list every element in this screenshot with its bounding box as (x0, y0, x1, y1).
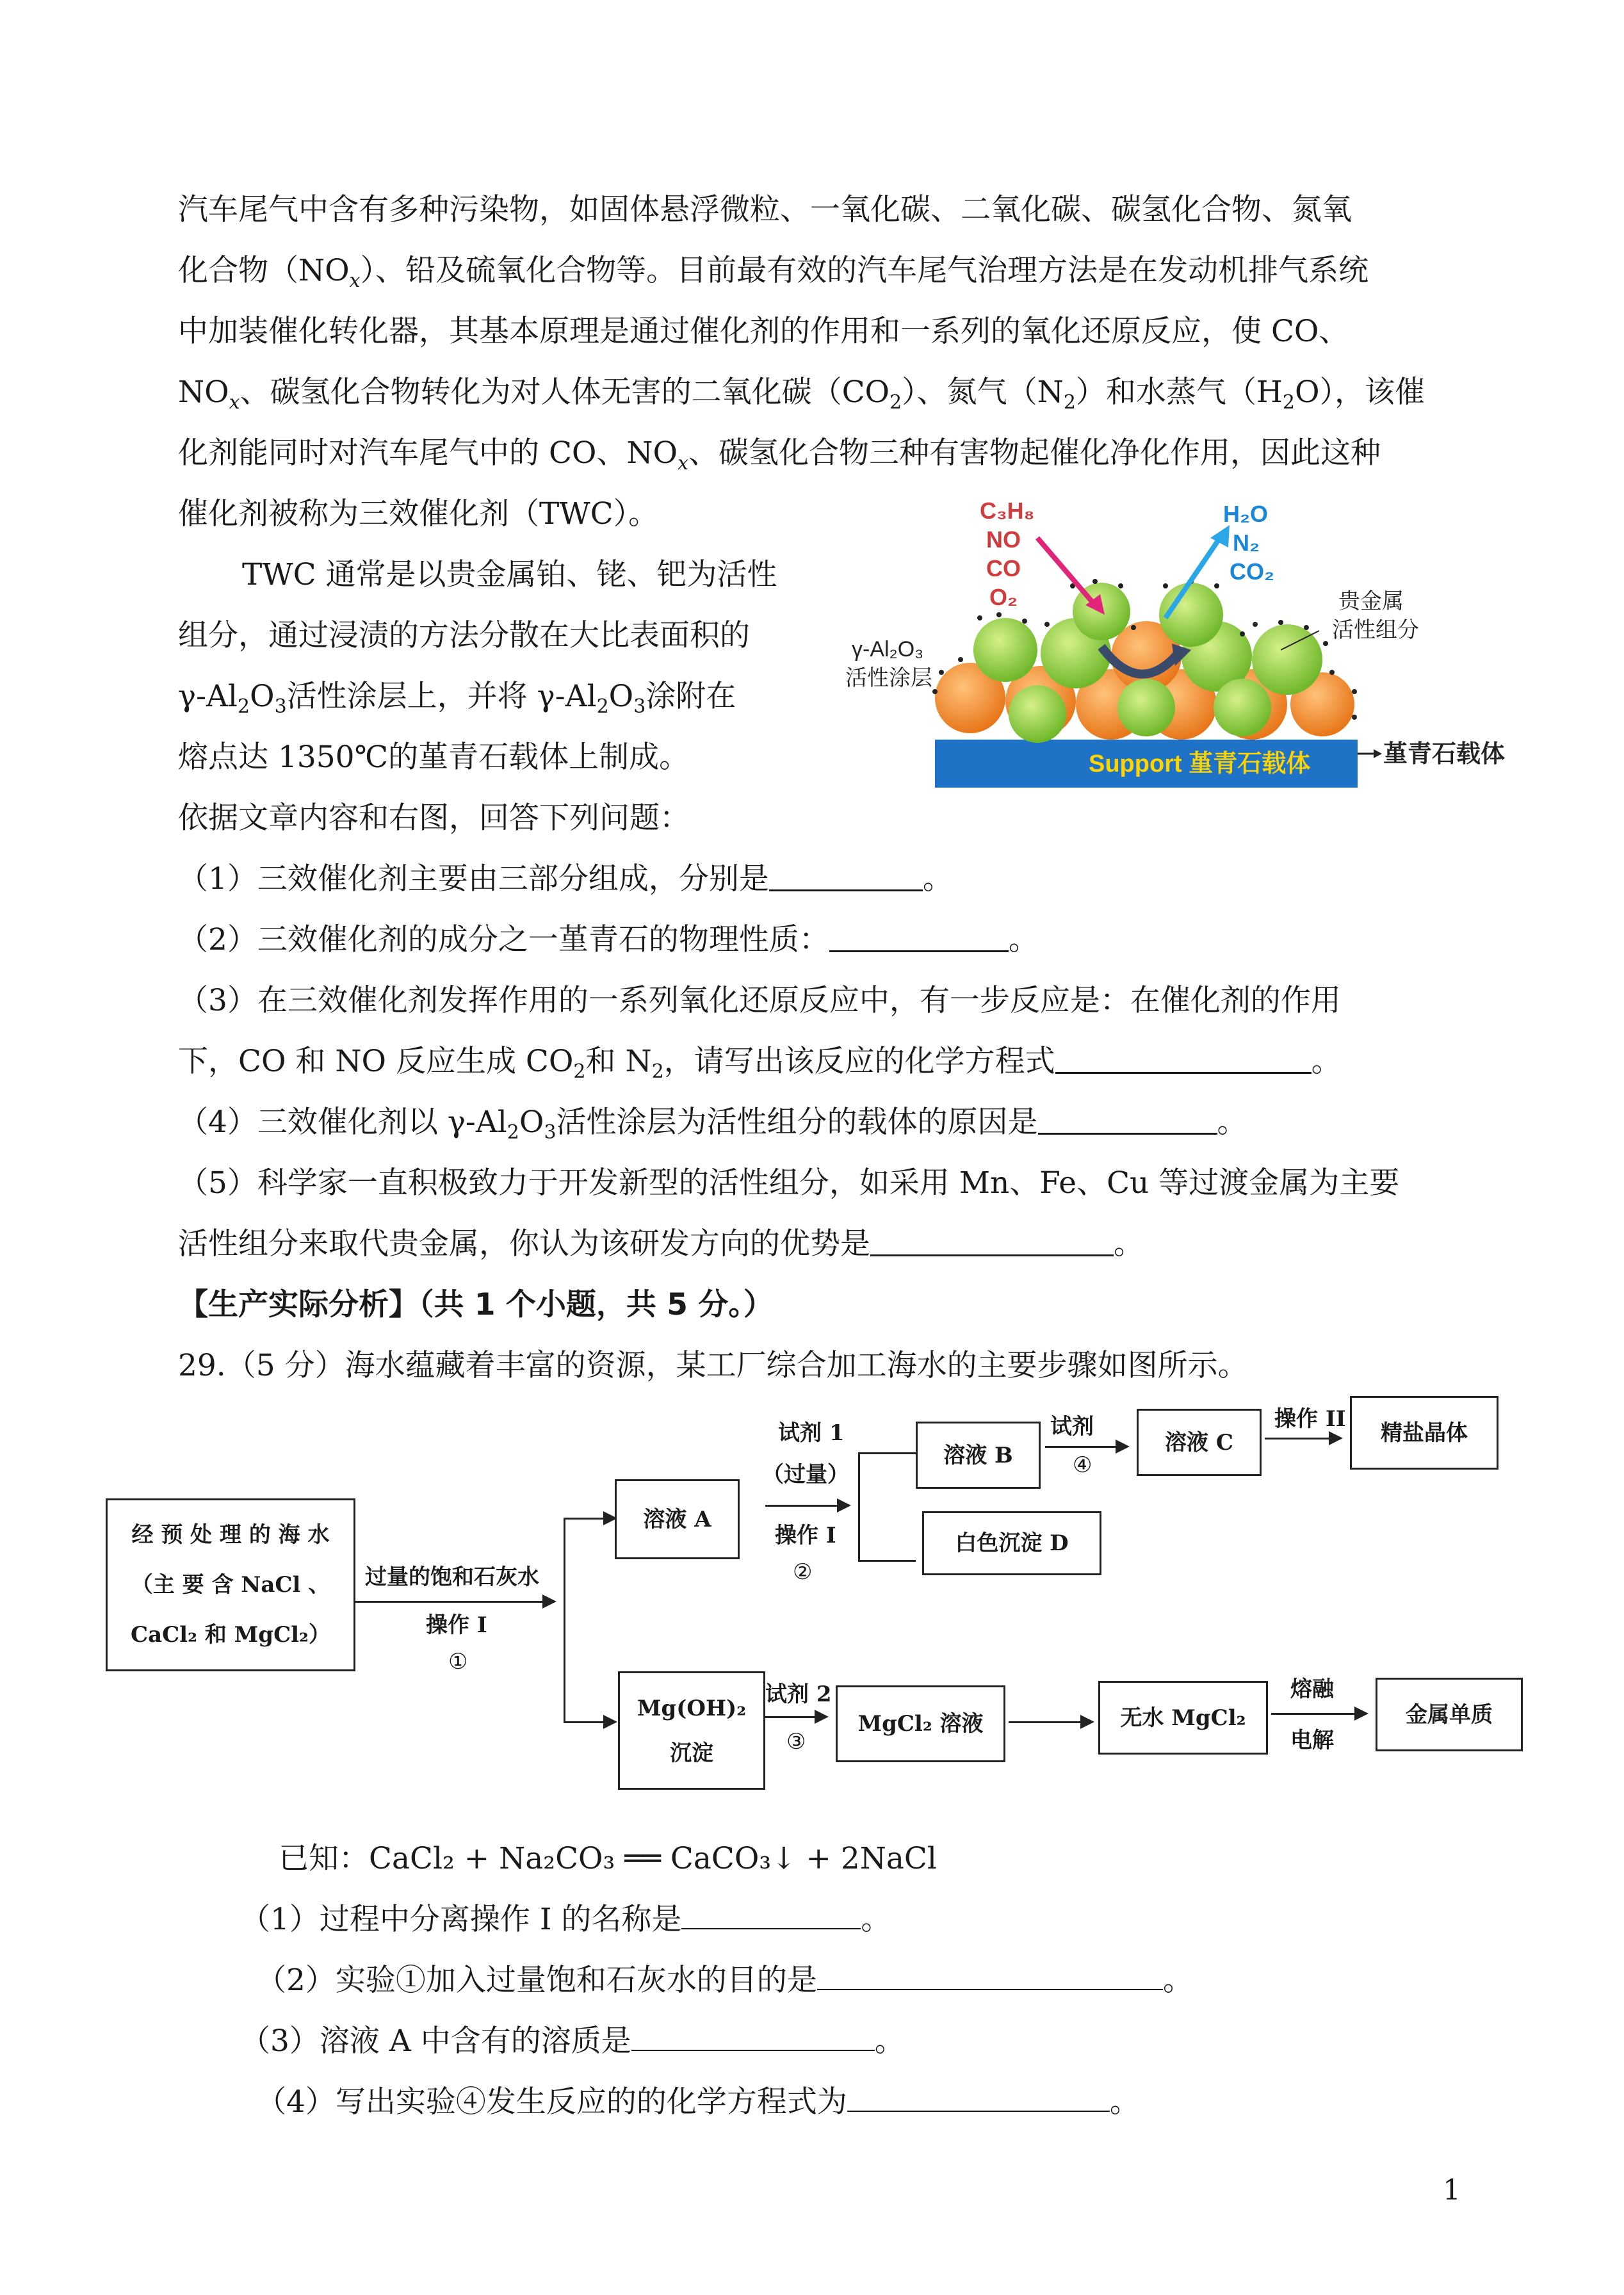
q28-1: （1）三效催化剂主要由三部分组成，分别是 。 (178, 861, 953, 896)
q29-1: （1）过程中分离操作 I 的名称是 。 (240, 1902, 891, 1937)
q29-3: （3）溶液 A 中含有的溶质是 。 (240, 2023, 905, 2059)
q28-5a: （5）科学家一直积极致力于开发新型的活性组分，如采用 Mn、Fe、Cu 等过渡金属为主要 (178, 1165, 1400, 1201)
arrow-C-crystal (1265, 1438, 1340, 1439)
answer-blank[interactable] (870, 1229, 1114, 1256)
answer-blank[interactable] (769, 864, 923, 891)
branch-line (564, 1518, 565, 1723)
support-label: Support 堇青石载体 (1089, 750, 1311, 777)
product-labels (1223, 501, 1274, 585)
melt-label: 熔融 (1290, 1676, 1334, 1702)
reactant-label: NO (986, 526, 1021, 553)
svg-text:贵金属: 贵金属 (1338, 589, 1404, 613)
answer-blank[interactable] (681, 1904, 861, 1929)
support-arrow-label: 堇青石载体 (1383, 741, 1506, 768)
reagent2-label: 试剂 2 (765, 1682, 832, 1707)
box-solution-C: 溶液 C (1137, 1409, 1262, 1476)
op1-mid-label: 操作 I (426, 1612, 487, 1638)
passage-line-6: 催化剂被称为三效催化剂（TWC）。 (178, 496, 659, 531)
reactant-labels (980, 498, 1035, 610)
answer-blank[interactable] (829, 925, 1009, 952)
passage-line-10: 熔点达 1350℃的堇青石载体上制成。 (178, 740, 690, 775)
passage-line-7: TWC 通常是以贵金属铂、铑、钯为活性 (242, 557, 777, 592)
op1-top-label: 过量的饱和石灰水 (365, 1564, 539, 1590)
box-white-ppt: 白色沉淀 D (922, 1511, 1101, 1575)
q29-4: （4）写出实验④发生反应的的化学方程式为 。 (256, 2084, 1140, 2120)
num4: ④ (1073, 1452, 1092, 1478)
arrow-to-metal (1271, 1713, 1366, 1715)
passage-line-5: 化剂能同时对汽车尾气中的 CO、$NO_x$、碳氢化合物三种有害物起催化净化作用，因此这种 (178, 435, 1381, 474)
product-label: H₂O (1223, 501, 1268, 527)
op1-num: ① (448, 1649, 468, 1675)
box-mgcl2-solution: MgCl₂ 溶液 (836, 1685, 1005, 1762)
svg-text:活性涂层: 活性涂层 (845, 666, 932, 690)
arrow-A-right (765, 1505, 849, 1507)
arrow-main (355, 1601, 554, 1603)
reactant-label: O₂ (989, 584, 1018, 610)
reagent-label: 试剂 (1050, 1414, 1094, 1439)
answer-blank[interactable] (1055, 1046, 1311, 1074)
answer-blank[interactable] (847, 2086, 1110, 2112)
num3: ③ (786, 1729, 806, 1755)
section-title: 【生产实际分析】（共 1 个小题，共 5 分。） (178, 1287, 774, 1322)
electrolysis-label: 电解 (1290, 1728, 1334, 1753)
q29-2: （2）实验①加入过量饱和石灰水的目的是 。 (256, 1963, 1193, 1998)
svg-text:活性组分: 活性组分 (1332, 618, 1419, 642)
box-crystal: 精盐晶体 (1350, 1396, 1498, 1470)
q28-2: （2）三效催化剂的成分之一堇青石的物理性质： 。 (178, 922, 1039, 957)
arrow-to-mgoh (564, 1721, 615, 1723)
reagent1-label: 试剂 1 (778, 1420, 845, 1446)
answer-blank[interactable] (1038, 1107, 1217, 1135)
reactant-label: CO (986, 555, 1021, 581)
arrow-to-anhydrous (1009, 1721, 1092, 1723)
arrow-mgoh-mgcl2 (765, 1716, 826, 1718)
op2-label: 操作 II (1274, 1406, 1346, 1432)
arrow-to-A (564, 1518, 615, 1520)
q28-3a: （3）在三效催化剂发挥作用的一系列氧化还原反应中，有一步反应是：在催化剂的作用 (178, 983, 1341, 1018)
reactant-label: C₃H₈ (980, 498, 1035, 524)
product-label: N₂ (1233, 530, 1260, 556)
svg-text:γ-Al₂O₃: γ-Al₂O₃ (852, 637, 924, 661)
passage-line-1: 汽车尾气中含有多种污染物，如固体悬浮微粒、一氧化碳、二氧化碳、碳氢化合物、氮氧 (178, 192, 1352, 227)
box-solution-A: 溶液 A (615, 1479, 740, 1559)
noble-metal-label (1332, 589, 1419, 642)
op1b-label: 操作 I (775, 1523, 836, 1548)
answer-blank[interactable] (631, 2025, 875, 2051)
box-mgoh: Mg(OH)₂ 沉淀 (618, 1671, 765, 1790)
answer-blank[interactable] (817, 1965, 1163, 1990)
box-anhydrous-mgcl2: 无水 MgCl₂ (1098, 1681, 1268, 1755)
num2: ② (793, 1559, 813, 1585)
passage-line-4: $NO_x$、碳氢化合物转化为对人体无害的二氧化碳$(CO_2)$、氮气$(N_2)$和水蒸气$(H_2O)$，该催 (178, 375, 1425, 414)
split-line (858, 1452, 860, 1561)
passage-line-8: 组分，通过浸渍的方法分散在大比表面积的 (178, 618, 750, 653)
q28-5b: 活性组分来取代贵金属，你认为该研发方向的优势是 。 (178, 1226, 1144, 1261)
excess-label: （过量） (762, 1462, 849, 1488)
box-metal: 金属单质 (1376, 1678, 1523, 1751)
q29-stem: 29.（5 分）海水蕴藏着丰富的资源，某工厂综合加工海水的主要步骤如图所示。 (178, 1348, 1248, 1383)
passage-line-9: $\gamma-Al_2O_3$活性涂层上，并将 $\gamma-Al_2O_3$涂附在 (178, 679, 736, 718)
box-seawater: 经 预 处 理 的 海 水 （主 要 含 NaCl 、 CaCl₂ 和 MgCl₂） (106, 1498, 355, 1671)
arrow-B-C (1045, 1446, 1127, 1448)
q28-4: （4）三效催化剂以 $\gamma-Al_2O_3$活性涂层为活性组分的载体的原因是 。 (178, 1105, 1247, 1144)
passage-line-2: 化合物$(NO_x)$、铅及硫氧化合物等。目前最有效的汽车尾气治理方法是在发动机排气系统 (178, 253, 1369, 292)
passage-line-11: 依据文章内容和右图，回答下列问题： (178, 800, 690, 836)
box-solution-B: 溶液 B (916, 1422, 1041, 1489)
q28-3b: 下，CO 和 NO 反应生成 $CO_2$和 $N_2$，请写出该反应的化学方程式 。 (178, 1044, 1342, 1083)
page-number: 1 (1443, 2174, 1461, 2207)
coating-label (845, 637, 932, 690)
product-label: CO₂ (1230, 558, 1274, 585)
catalyst-figure (832, 487, 1537, 794)
known-equation: 已知：CaCl₂ + Na₂CO₃ ══ CaCO₃↓ + 2NaCl (279, 1841, 937, 1876)
passage-line-3: 中加装催化转化器，其基本原理是通过催化剂的作用和一系列的氧化还原反应，使 CO、 (178, 314, 1349, 349)
